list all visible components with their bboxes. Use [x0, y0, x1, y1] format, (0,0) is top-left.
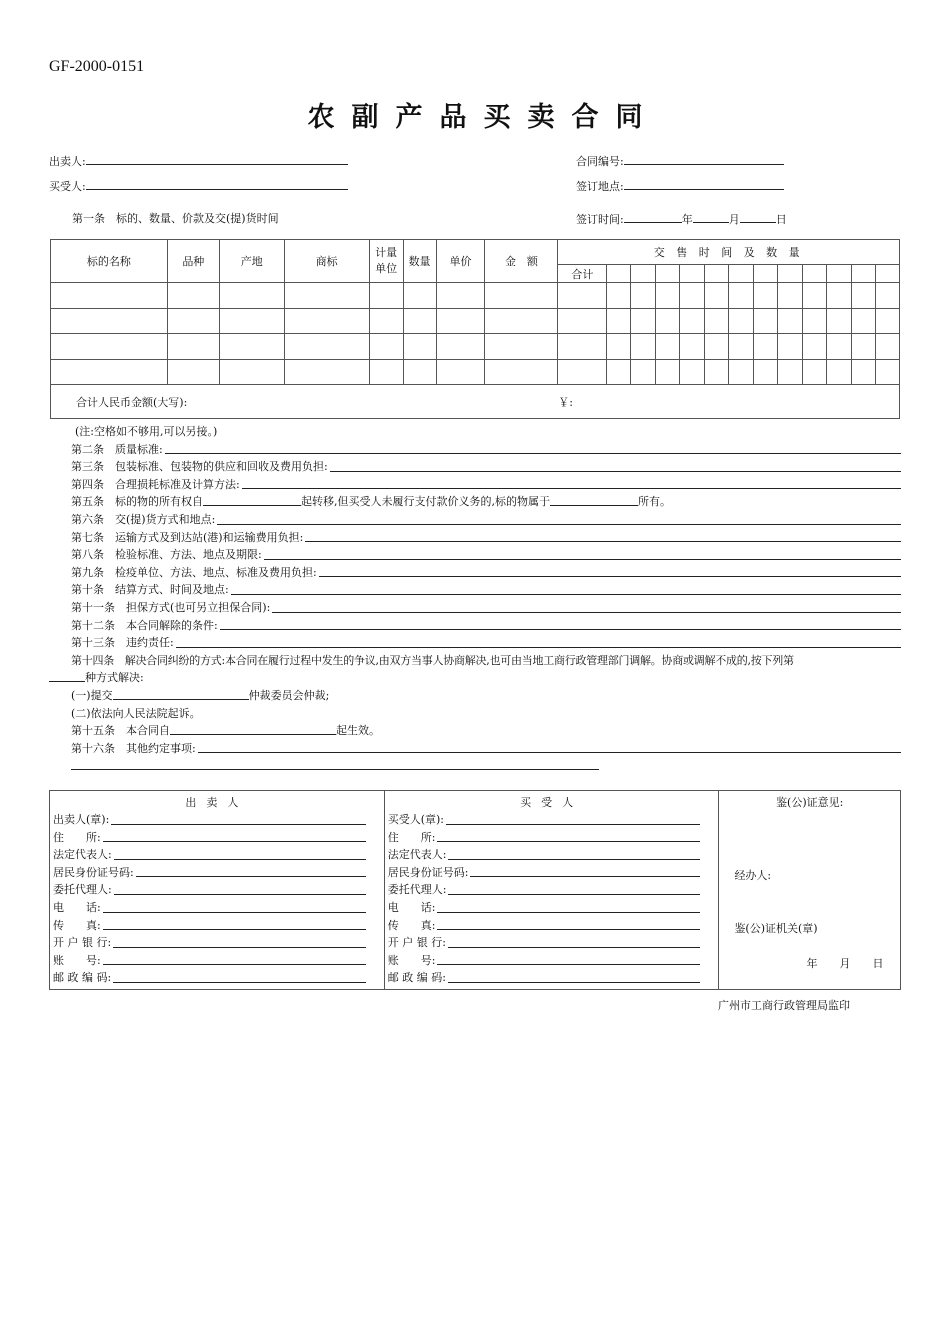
seller-field-label: 传 真: [53, 918, 101, 932]
delivery-header: 交 售 时 间 及 数 量 [558, 240, 900, 265]
seller-field-line[interactable] [114, 881, 366, 895]
col-header-name: 标的名称 [51, 240, 168, 283]
clauses [49, 423, 901, 770]
buyer-field[interactable] [385, 934, 719, 952]
buyer-field[interactable] [385, 864, 719, 882]
article-5[interactable]: 第五条 标的物的所有权自 起转移,但买受人未履行支付款价义务的,标的物属于 所有。 [71, 495, 671, 509]
table-row[interactable] [51, 360, 900, 385]
article-16-extra-line[interactable] [49, 757, 901, 770]
buyer-field-label: 电 话: [387, 900, 436, 914]
buyer-field[interactable] [385, 846, 719, 864]
buyer-field[interactable] [385, 917, 719, 935]
seller-field[interactable] [50, 899, 384, 917]
article-2[interactable]: 第二条 质量标准: [49, 441, 901, 459]
article-14-option-1[interactable]: (一)提交 仲裁委员会仲裁; [71, 688, 330, 702]
goods-table [50, 239, 900, 419]
total-amount-row[interactable]: 合计人民币金额(大写): ￥: [51, 385, 900, 419]
article-9[interactable]: 第九条 检疫单位、方法、地点、标准及费用负担: [49, 564, 901, 582]
article-1: 第一条 标的、数量、价款及交(提)货时间 [72, 212, 279, 225]
buyer-field[interactable] [385, 969, 719, 987]
article-16[interactable]: 第十六条 其他约定事项: [49, 740, 901, 758]
buyer-field-label: 买受人(章): [387, 813, 445, 826]
col-header-price: 单价 [436, 240, 485, 283]
buyer-field-label: 邮 政 编 码: [387, 971, 446, 985]
table-row[interactable] [51, 283, 900, 309]
seller-field[interactable] [50, 846, 384, 864]
buyer-field-line[interactable] [448, 881, 700, 895]
seller-field-label: 开 户 银 行: [53, 936, 112, 950]
buyer-field-line[interactable] [437, 829, 700, 843]
col-header-origin: 产地 [219, 240, 284, 283]
seller-field[interactable] [50, 881, 384, 899]
buyer-field[interactable] [385, 829, 719, 847]
seller-field-label: 居民身份证号码: [53, 865, 134, 879]
table-row[interactable] [51, 309, 900, 334]
page-title: 农副产品买卖合同 [307, 102, 660, 133]
seller-field-line[interactable] [136, 864, 366, 878]
buyer-field-label: 传 真: [387, 918, 436, 932]
seller-field-line[interactable] [113, 969, 366, 983]
buyer-field[interactable] [385, 899, 719, 917]
seller-block [50, 791, 385, 990]
col-header-variety: 品种 [167, 240, 219, 283]
article-13[interactable]: 第十三条 违约责任: [49, 634, 901, 652]
buyer-block [384, 791, 719, 990]
notary-date: 年 月 日 [806, 957, 884, 970]
buyer-field-line[interactable] [446, 811, 700, 825]
article-8[interactable]: 第八条 检验标准、方法、地点及期限: [49, 546, 901, 564]
seller-field-label: 账 号: [53, 953, 101, 967]
buyer-field-line[interactable] [437, 917, 700, 931]
handler-label: 经办人: [734, 869, 772, 882]
seller-heading: 出卖人 [185, 796, 249, 809]
buyer-field-line[interactable] [448, 969, 701, 983]
seller-field-line[interactable] [113, 934, 366, 948]
buyer-field-line[interactable] [448, 846, 700, 860]
seller-field-label: 法定代表人: [53, 848, 112, 862]
buyer-field-line[interactable] [470, 864, 700, 878]
signature-table [49, 790, 901, 990]
seller-field-line[interactable] [111, 811, 365, 825]
buyer-field[interactable] [385, 811, 719, 829]
seller-field[interactable] [50, 829, 384, 847]
buyer-field-label: 住 所: [387, 830, 436, 844]
contract-no-field[interactable]: 合同编号: [576, 152, 784, 169]
article-14: 第十四条 解决合同纠纷的方式:本合同在履行过程中发生的争议,由双方当事人协商解决,也可由当地工商行政管理部门调解。协商或调解不成的,按下列第 [71, 653, 794, 667]
buyer-field-label: 居民身份证号码: [387, 865, 469, 879]
buyer-field-line[interactable] [437, 952, 700, 966]
seller-field-line[interactable] [114, 846, 366, 860]
notary-block [719, 791, 901, 990]
seller-field[interactable] [50, 952, 384, 970]
col-header-quantity: 数量 [403, 240, 436, 283]
article-14-cont[interactable]: 种方式解决: [49, 669, 901, 687]
buyer-field-label: 开 户 银 行: [387, 936, 446, 950]
document-code: GF-2000-0151 [49, 58, 145, 75]
article-15[interactable]: 第十五条 本合同自 起生效。 [71, 724, 380, 738]
buyer-field[interactable] [385, 881, 719, 899]
seller-field-label: 电 话: [53, 900, 101, 914]
notary-heading: 鉴(公)证意见: [776, 796, 844, 809]
seller-field-line[interactable] [103, 899, 366, 913]
seller-field-line[interactable] [103, 952, 366, 966]
article-4[interactable]: 第四条 合理损耗标准及计算方法: [49, 476, 901, 494]
sign-time-field[interactable]: 签订时间: 年 月 日 [576, 210, 787, 227]
sign-place-field[interactable]: 签订地点: [576, 177, 784, 194]
seller-field-label: 住 所: [53, 830, 101, 844]
buyer-field-line[interactable] [448, 934, 701, 948]
buyer-field[interactable]: 买受人: [49, 177, 348, 194]
article-6[interactable]: 第六条 交(提)货方式和地点: [49, 511, 901, 529]
article-12[interactable]: 第十二条 本合同解除的条件: [49, 617, 901, 635]
buyer-field[interactable] [385, 952, 719, 970]
table-note: (注:空格如不够用,可以另接。) [75, 425, 218, 438]
col-header-brand: 商标 [284, 240, 369, 283]
seller-field-line[interactable] [103, 829, 366, 843]
seller-field[interactable] [50, 969, 384, 987]
col-header-unit: 计量单位 [369, 240, 403, 283]
article-10[interactable]: 第十条 结算方式、时间及地点: [49, 581, 901, 599]
seller-field[interactable] [50, 811, 384, 829]
buyer-field-line[interactable] [437, 899, 700, 913]
notary-org-label: 鉴(公)证机关(章) [734, 922, 818, 935]
seller-field-label: 邮 政 编 码: [53, 971, 112, 985]
article-11[interactable]: 第十一条 担保方式(也可另立担保合同): [49, 599, 901, 617]
col-header-amount: 金 额 [485, 240, 558, 283]
seller-field[interactable] [50, 864, 384, 882]
buyer-field-label: 委托代理人: [387, 883, 447, 897]
seller-field[interactable] [50, 917, 384, 935]
seller-field[interactable] [50, 934, 384, 952]
table-row[interactable] [51, 334, 900, 360]
seller-field-line[interactable] [103, 917, 366, 931]
buyer-heading: 买受人 [520, 796, 584, 809]
article-3[interactable]: 第三条 包装标准、包装物的供应和回收及费用负担: [49, 458, 901, 476]
buyer-field-label: 法定代表人: [387, 848, 447, 862]
seller-field-label: 出卖人(章): [53, 813, 110, 826]
seller-field-label: 委托代理人: [53, 883, 112, 897]
seller-field[interactable]: 出卖人: [49, 152, 348, 169]
buyer-field-label: 账 号: [387, 953, 436, 967]
subtotal-header: 合计 [558, 265, 607, 283]
article-7[interactable]: 第七条 运输方式及到达站(港)和运输费用负担: [49, 529, 901, 547]
article-14-option-2: (二)依法向人民法院起诉。 [71, 706, 201, 720]
footer-imprint: 广州市工商行政管理局监印 [718, 999, 850, 1012]
